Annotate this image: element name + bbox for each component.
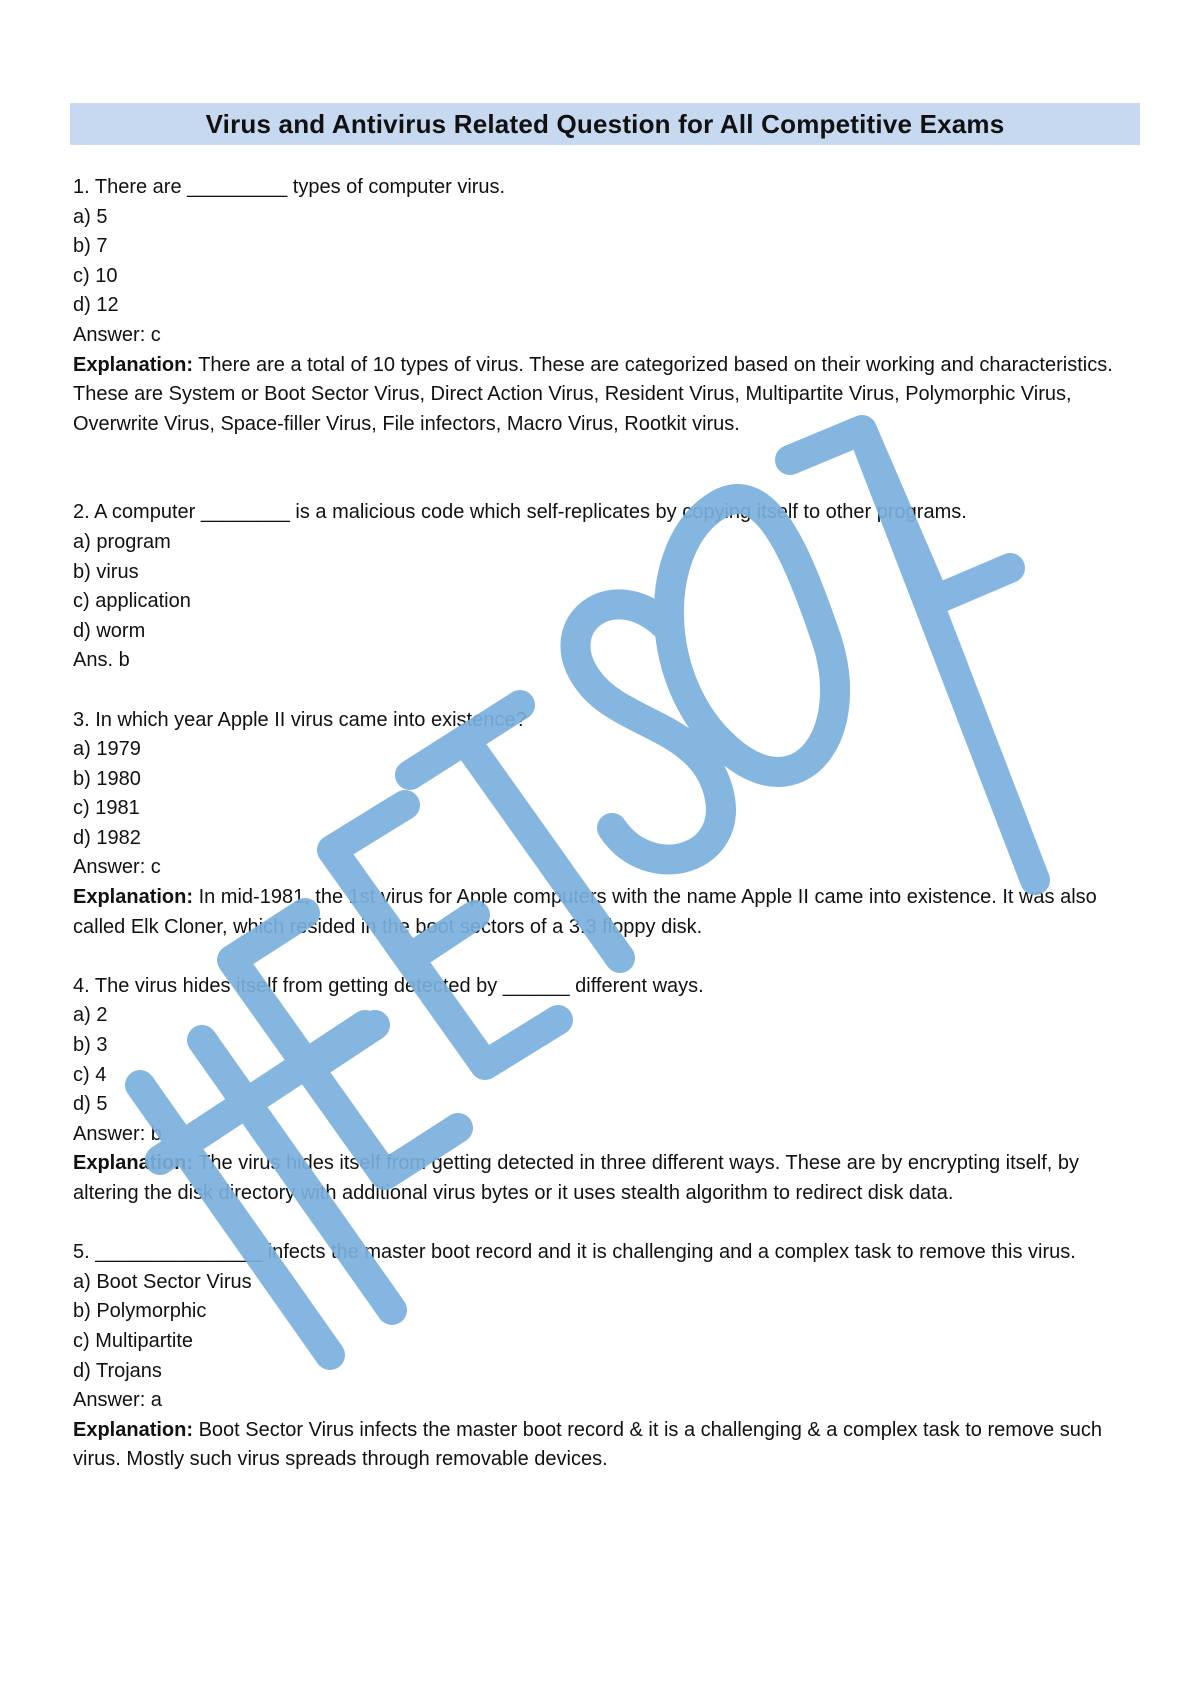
option: d) 1982 [73, 826, 141, 849]
explanation-text: There are a total of 10 types of virus. These are categorized based on their working and characteristics. These are System or Boot Sector Virus, Direct Action Virus, Resident Virus, Multipartite Virus, Polymorphic Virus, Overwrite Virus, Space-filler Virus, File infectors, Macro Virus, Rootkit virus. [73, 353, 1113, 435]
answer: Answer: b [73, 1122, 162, 1145]
option: b) 3 [73, 1034, 108, 1057]
option: a) program [73, 530, 171, 553]
option: b) 1980 [73, 767, 141, 790]
title-banner [70, 103, 1140, 145]
explanation-label: Explanation: [73, 353, 194, 376]
explanation [73, 883, 1143, 942]
page-title: Virus and Antivirus Related Question for All Competitive Exams [205, 108, 1005, 139]
option: c) application [73, 590, 191, 613]
explanation-text: Boot Sector Virus infects the master boot record & it is a challenging & a complex task to remove such virus. Mostly such virus spreads through removable devices. [73, 1418, 1102, 1471]
option: d) worm [73, 619, 146, 642]
question-text: 4. The virus hides itself from getting detected by ______ different ways. [73, 974, 704, 997]
explanation-label: Explanation: [73, 1418, 194, 1441]
option: b) Polymorphic [73, 1300, 207, 1323]
option: d) Trojans [73, 1359, 162, 1382]
question-block [73, 1238, 1143, 1475]
answer: Answer: c [73, 856, 161, 879]
option: b) 7 [73, 235, 108, 258]
question-text: 5. _______________ infects the master boot record and it is challenging and a complex task to remove this virus. [73, 1241, 1076, 1264]
option: a) 1979 [73, 738, 141, 761]
option: b) virus [73, 560, 139, 583]
question-list [73, 173, 1143, 1475]
answer: Ans. b [73, 649, 130, 672]
option: d) 5 [73, 1093, 108, 1116]
question-block [73, 972, 1143, 1209]
explanation-text: In mid-1981, the 1st virus for Apple computers with the name Apple II came into existence. It was also called Elk Cloner, which resided in the boot sectors of a 3.3 floppy disk. [73, 886, 1097, 938]
option: c) 1981 [73, 797, 140, 820]
option: a) 5 [73, 205, 108, 228]
question-text: 3. In which year Apple II virus came into existence? [73, 708, 527, 731]
explanation [73, 1416, 1143, 1475]
question-block [73, 173, 1143, 439]
option: d) 12 [73, 294, 119, 317]
explanation-label: Explanation: [73, 1152, 194, 1175]
question-text: 2. A computer ________ is a malicious code which self-replicates by copying itself to other programs. [73, 501, 967, 524]
explanation [73, 351, 1143, 440]
explanation-label: Explanation: [73, 886, 194, 909]
question-text: 1. There are _________ types of computer virus. [73, 176, 506, 198]
answer: Answer: c [73, 323, 161, 346]
option: a) 2 [73, 1004, 108, 1027]
option: c) 10 [73, 264, 118, 287]
option: c) Multipartite [73, 1329, 194, 1352]
explanation [73, 1149, 1143, 1208]
question-block [73, 706, 1143, 943]
question-block [73, 498, 1143, 676]
answer: Answer: a [73, 1389, 162, 1412]
option: a) Boot Sector Virus [73, 1270, 252, 1293]
explanation-text: The virus hides itself from getting detected in three different ways. These are by encrypting itself, by altering the disk directory with additional virus bytes or it uses stealth algorithm to redirect disk data. [73, 1152, 1080, 1204]
option: c) 4 [73, 1063, 107, 1086]
